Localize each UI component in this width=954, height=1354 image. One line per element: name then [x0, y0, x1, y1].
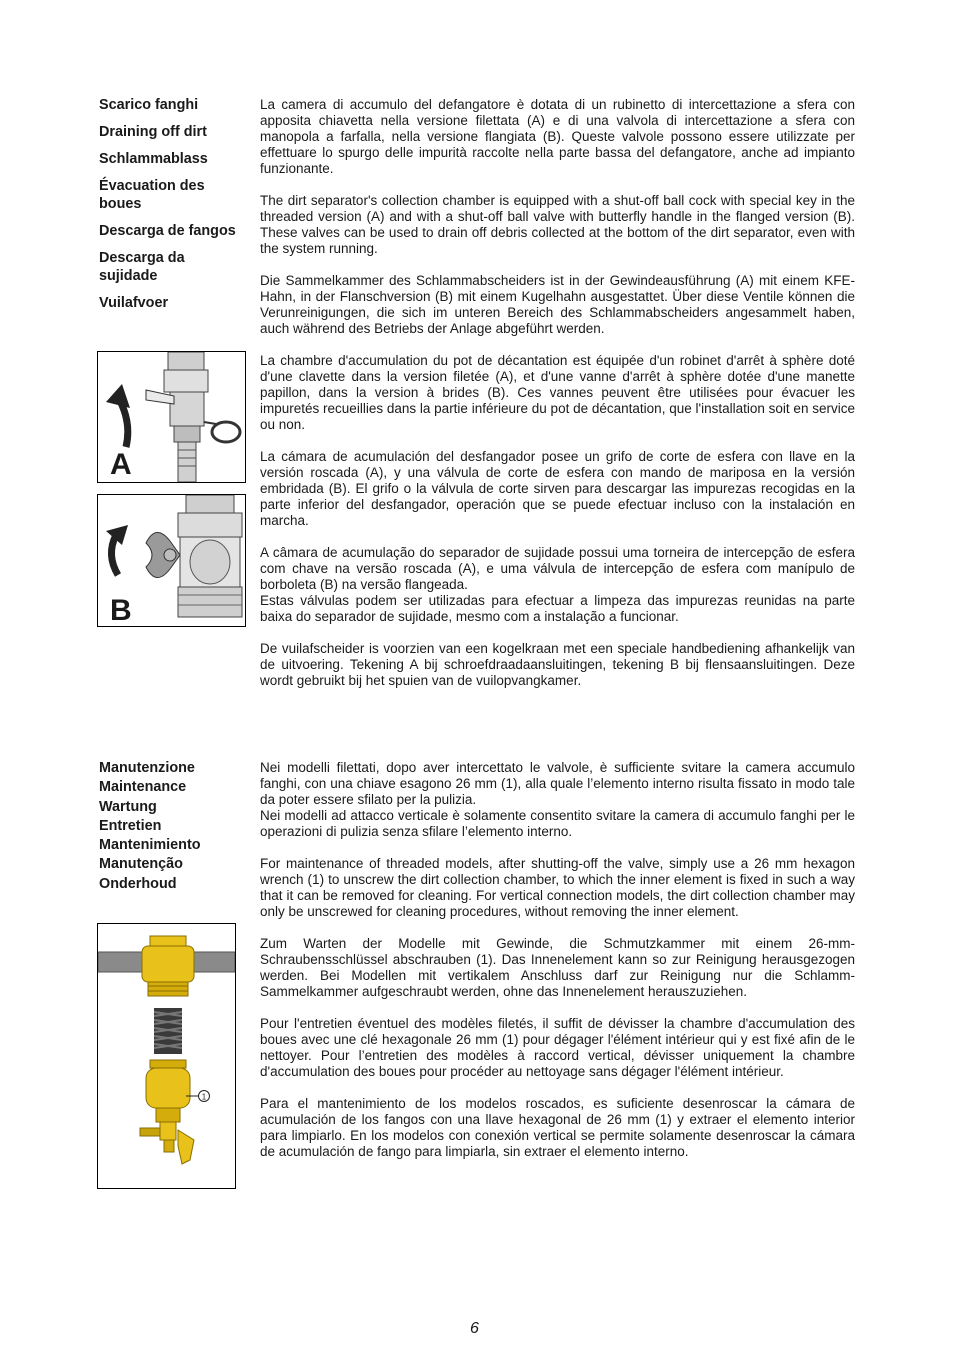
- heading-es: Descarga de fangos: [99, 223, 236, 239]
- figure-b-label: B: [110, 594, 132, 627]
- paragraph-pt-1: A câmara de acumulação do separador de sujidade possui uma torneira de intercepção de esfera com chave na versão roscada (A), e uma válvula de intercepção de esfera com manípulo de borboleta (B) na versão flangeada.: [260, 545, 855, 592]
- paragraph-fr: Pour l'entretien éventuel des modèles filetés, il suffit de dévisser la chambre d'accumulation des boues avec une clé hexagonale 26 mm (1) pour dégager l'élément intérieur qui y est fixé afin de le nettoyer. Pour l’entretien des modèles à raccord vertical, dévisser uniquement la chambre d'accumulation des boues pour procéder au nettoyage sans dégager l'élément intérieur.: [260, 1016, 855, 1079]
- heading-de: Schlammablass: [99, 151, 208, 167]
- dirt-separator-exploded-illustration: [98, 924, 235, 1188]
- heading-de: Wartung: [99, 798, 157, 815]
- figure-callout: 1: [201, 1092, 207, 1102]
- paragraph-it-1: Nei modelli filettati, dopo aver intercettato le valvole, è sufficiente svitare la camera accumulo fanghi, con una chiave esagono 26 mm (1), alla quale l’elemento interno risulta fissato in modo tale da poter essere sfilato per la pulizia.: [260, 760, 855, 807]
- paragraph-fr: La chambre d'accumulation du pot de décantation est équipée d'un robinet d'arrêt à sphère doté d'une clavette dans la version filetée (A), et d'une vanne d'arrêt à sphère dotée d'une manette papillon, dans la version à brides (B). Ces vannes peuvent être utilisées pour évacuer les impuretés recueillies dans la partie inférieure du pot de décantation, que l'installation soit en service ou non.: [260, 353, 855, 432]
- figure-maintenance: [97, 923, 236, 1189]
- section2-headings: [99, 759, 241, 894]
- paragraph-es: Para el mantenimiento de los modelos roscados, es suficiente desenroscar la cámara de acumulación de los fangos con una llave hexagonal de 26 mm (1) y extraer el elemento interior para limpiarlo. En los modelos con conexión vertical se permite solamente desenroscar la cámara de acumulación de fango para limpiarla, sin extraer el elemento interno.: [260, 1096, 855, 1159]
- heading-pt: Manutenção: [99, 856, 183, 873]
- figure-a-ball-cock: [97, 351, 246, 483]
- heading-it: Manutenzione: [99, 760, 195, 776]
- page-number: 6: [470, 1320, 479, 1337]
- paragraph-es: La cámara de acumulación del desfangador posee un grifo de corte de esfera con llave en la versión roscada (A), y una válvula de corte de esfera con mando de mariposa en la versión embridada (B). El grifo o la válvula de corte sirven para descargar las impurezas recogidas en la parte inferior del desfangador, operación que se puede efectuar incluso con la instalación en marcha.: [260, 449, 855, 528]
- paragraph-it: La camera di accumulo del defangatore è dotata di un rubinetto di intercettazione a sfera con apposita chiavetta nella versione filettata (A) e di una valvola di intercettazione a sfera con manopola a farfalla, nella versione flangiata (B). Queste valvole possono essere utilizzate per effettuare lo spurgo delle impurità raccolte nella parte bassa del defangatore, anche ad impianto funzionante.: [260, 97, 855, 176]
- heading-nl: Onderhoud: [99, 875, 177, 892]
- figure-b-ball-valve: [97, 494, 246, 627]
- paragraph-en: For maintenance of threaded models, after shutting-off the valve, simply use a 26 mm hexagon wrench (1) to unscrew the dirt collection chamber, to which the inner element is fixed in such a way that it can be removed for cleaning. For vertical connection models, the dirt collection chamber may only be unscrewed for cleaning procedures, without removing the inner element.: [260, 856, 855, 919]
- paragraph-en: The dirt separator's collection chamber is equipped with a shut-off ball cock with special key in the threaded version (A) and with a shut-off ball valve with butterfly handle in the flanged version (B). These valves can be used to drain off debris collected at the bottom of the dirt separator, even with the system running.: [260, 193, 855, 256]
- paragraph-de: Die Sammelkammer des Schlammabscheiders ist in der Gewindeausführung (A) mit einem KFE-Hahn, in der Flanschversion (B) mit einem Kugelhahn ausgestattet. Über diese Ventile können die Verunreinigungen, die sich im unteren Bereich des Schlammabscheiders angesammelt haben, auch während des Betriebs der Anlage abgeführt werden.: [260, 273, 855, 336]
- section1-body: [260, 97, 855, 705]
- paragraph-de: Zum Warten der Modelle mit Gewinde, die Schmutzkammer mit einem 26-mm-Schraubensschlüssel abschrauben (1). Das Innenelement kann so zur Reinigung herausgezogen werden. Bei Modellen mit vertikalem Anschluss darf zur Reinigung nur die Schlamm-Sammelkammer aufgeschraubt werden, ohne das Innenelement herauszuziehen.: [260, 936, 855, 999]
- heading-fr: Entretien: [99, 817, 162, 834]
- mesh-element: [154, 1008, 182, 1054]
- figure-a-label: A: [110, 448, 132, 481]
- heading-pt: Descarga da sujidade: [99, 250, 185, 284]
- heading-en: Maintenance: [99, 779, 187, 796]
- paragraph-it-2: Nei modelli ad attacco verticale è solamente consentito svitare la camera di accumulo fanghi per le operazioni di pulizia senza sfilare l’elemento interno.: [260, 808, 855, 839]
- paragraph-pt-2: Estas válvulas podem ser utilizadas para efectuar a limpeza das impurezas reunidas na parte baixa do separador de sujidade, mesmo com a instalação a funcionar.: [260, 593, 855, 624]
- heading-it: Scarico fanghi: [99, 97, 199, 113]
- section2-body: [260, 760, 855, 1176]
- section1-headings: [99, 96, 241, 321]
- heading-fr: Évacuation des boues: [99, 178, 205, 212]
- paragraph-nl: De vuilafscheider is voorzien van een kogelkraan met een speciale handbediening afhankelijk van de uitvoering. Tekening A bij schroefdraadaansluitingen, tekening B bij flensaansluitingen. Deze wordt gebruikt bij het spuien van de vuilopvangkamer.: [260, 641, 855, 688]
- heading-es: Mantenimiento: [99, 837, 201, 854]
- heading-en: Draining off dirt: [99, 124, 207, 140]
- heading-nl: Vuilafvoer: [99, 295, 169, 311]
